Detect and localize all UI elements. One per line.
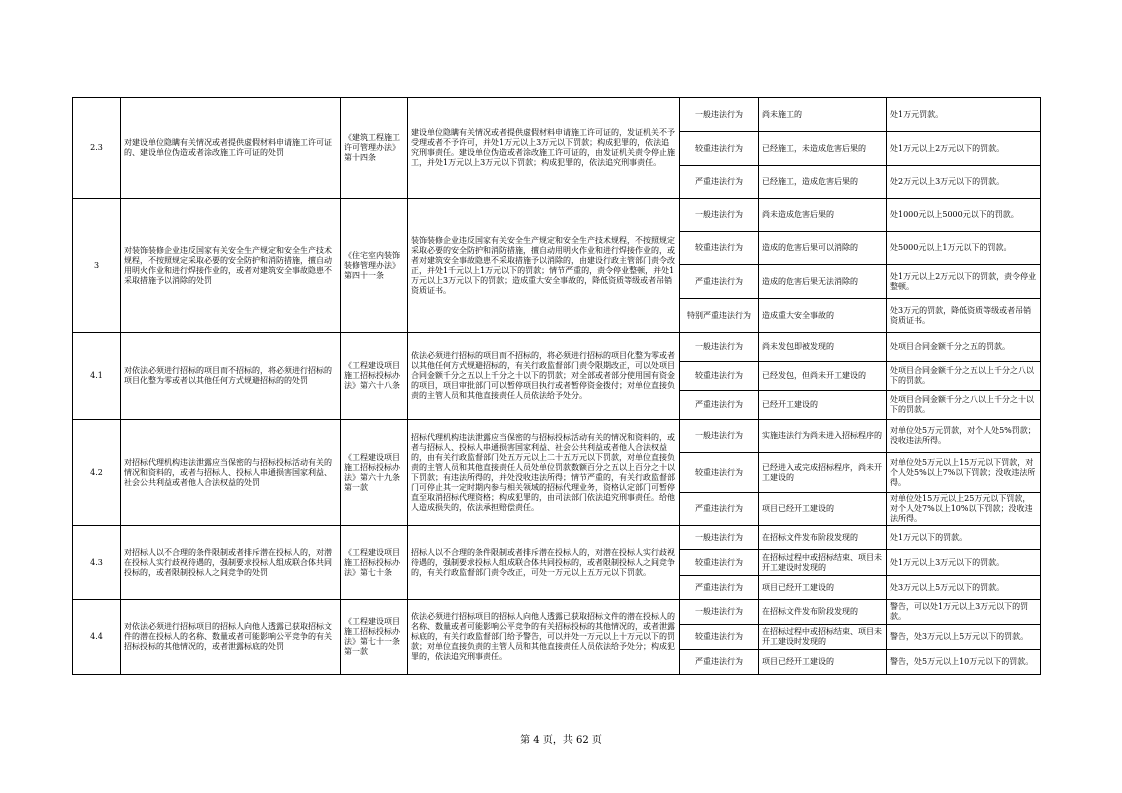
- penalty-standard-cell: 对单位处5万元罚款，对个人处5%罚款；没收违法所得。: [887, 420, 1041, 453]
- penalty-standard-cell: 处3万元的罚款，降低资质等级或者吊销资质证书。: [887, 299, 1041, 333]
- item-number-cell: 4.2: [73, 420, 121, 526]
- legal-provision-cell: 依法必须进行招标项目的招标人向他人透露已获取招标文件的潜在投标人的名称、数量或者可能影响公平竞争的有关招标投标的其他情况的，或者泄露标底的，有关行政监督部门给予警告，可以并处一万元以上十万元以下的罚款；对单位直接负责的主管人员和其他直接责任人员依法给予处分；构成犯罪的，依法追究刑事责任。: [408, 600, 680, 675]
- penalty-standard-cell: 处1万元以下的罚款。: [887, 526, 1041, 550]
- violation-level-cell: 严重违法行为: [680, 166, 759, 199]
- penalty-standard-cell: 警告，可以处1万元以上3万元以下的罚款。: [887, 600, 1041, 625]
- circumstance-cell: 项目已经开工建设的: [759, 650, 887, 675]
- violation-level-cell: 较重违法行为: [680, 453, 759, 493]
- violation-level-cell: 较重违法行为: [680, 625, 759, 650]
- violation-level-cell: 一般违法行为: [680, 420, 759, 453]
- penalty-standard-cell: 处项目合同金额千分之五的罚款。: [887, 333, 1041, 362]
- table-row: [73, 600, 1041, 625]
- circumstance-cell: 已经进入或完成招标程序，尚未开工建设的: [759, 453, 887, 493]
- violation-item-cell: 对招标代理机构违法泄露应当保密的与招标投标活动有关的情况和资料的，或者与招标人、投标人串通损害国家利益、社会公共利益或者他人合法权益的处罚: [121, 420, 341, 526]
- legal-provision-cell: 依法必须进行招标的项目而不招标的，将必须进行招标的项目化整为零或者以其他任何方式规避招标的，有关行政监督部门责令限期改正，可以处项目合同金额千分之五以上千分之十以下的罚款；对全部或者部分使用国有资金的项目，项目审批部门可以暂停项目执行或者暂停资金拨付；对单位直接负责的主管人员和其他直接责任人员依法给予处分。: [408, 333, 680, 420]
- violation-item-cell: 对依法必须进行招标的项目而不招标的，将必须进行招标的项目化整为零或者以其他任何方式规避招标的的处罚: [121, 333, 341, 420]
- item-number-cell: 2.3: [73, 98, 121, 199]
- violation-item-cell: 对装饰装修企业违反国家有关安全生产规定和安全生产技术规程，不按照规定采取必要的安全防护和消防措施，擅自动用明火作业和进行焊接作业的，或者对建筑安全事故隐患不采取措施予以消除的处罚: [121, 199, 341, 333]
- circumstance-cell: 项目已经开工建设的: [759, 576, 887, 600]
- circumstance-cell: 实施违法行为尚未进入招标程序的: [759, 420, 887, 453]
- violation-item-cell: 对依法必须进行招标项目的招标人向他人透露已获取招标文件的潜在投标人的名称、数量或者可能影响公平竞争的有关招标投标的其他情况的，或者泄露标底的处罚: [121, 600, 341, 675]
- penalty-standard-cell: 对单位处5万元以上15万元以下罚款，对个人处5%以上7%以下罚款；没收违法所得。: [887, 453, 1041, 493]
- table-row: [73, 420, 1041, 453]
- violation-level-cell: 严重违法行为: [680, 493, 759, 526]
- penalty-standard-cell: 处5000元以上1万元以下的罚款。: [887, 232, 1041, 265]
- violation-level-cell: 较重违法行为: [680, 132, 759, 166]
- violation-level-cell: 一般违法行为: [680, 333, 759, 362]
- item-number-cell: 4.4: [73, 600, 121, 675]
- violation-level-cell: 较重违法行为: [680, 232, 759, 265]
- penalty-standard-cell: 处1万元以上2万元以下的罚款，责令停业整顿。: [887, 265, 1041, 299]
- table-row: [73, 199, 1041, 232]
- table-row: [73, 526, 1041, 550]
- penalty-standard-cell: 警告，处5万元以上10万元以下的罚款。: [887, 650, 1041, 675]
- circumstance-cell: 在招标文件发布阶段发现的: [759, 600, 887, 625]
- penalty-standard-cell: 警告，处3万元以上5万元以下的罚款。: [887, 625, 1041, 650]
- circumstance-cell: 在招标文件发布阶段发现的: [759, 526, 887, 550]
- penalty-standard-cell: 处3万元以上5万元以下的罚款。: [887, 576, 1041, 600]
- violation-level-cell: 严重违法行为: [680, 576, 759, 600]
- penalty-table: [72, 97, 1041, 675]
- item-number-cell: 4.3: [73, 526, 121, 600]
- circumstance-cell: 项目已经开工建设的: [759, 493, 887, 526]
- legal-basis-cell: 《工程建设项目施工招标投标办法》第六十八条: [341, 333, 408, 420]
- penalty-standard-cell: 处1万元以上3万元以下的罚款。: [887, 550, 1041, 576]
- legal-basis-cell: 《住宅室内装饰装修管理办法》第四十一条: [341, 199, 408, 333]
- legal-basis-cell: 《工程建设项目施工招标投标办法》第七十一条第一款: [341, 600, 408, 675]
- violation-level-cell: 一般违法行为: [680, 98, 759, 132]
- circumstance-cell: 在招标过程中或招标结束、项目未开工建设时发现的: [759, 625, 887, 650]
- circumstance-cell: 在招标过程中或招标结束、项目未开工建设时发现的: [759, 550, 887, 576]
- penalty-standard-cell: 处2万元以上3万元以下的罚款。: [887, 166, 1041, 199]
- item-number-cell: 4.1: [73, 333, 121, 420]
- circumstance-cell: 尚未施工的: [759, 98, 887, 132]
- violation-level-cell: 一般违法行为: [680, 199, 759, 232]
- violation-level-cell: 严重违法行为: [680, 650, 759, 675]
- circumstance-cell: 已经发包，但尚未开工建设的: [759, 362, 887, 391]
- violation-level-cell: 严重违法行为: [680, 391, 759, 420]
- violation-level-cell: 较重违法行为: [680, 550, 759, 576]
- circumstance-cell: 已经施工，造成危害后果的: [759, 166, 887, 199]
- item-number-cell: 3: [73, 199, 121, 333]
- circumstance-cell: 已经施工，未造成危害后果的: [759, 132, 887, 166]
- violation-item-cell: 对招标人以不合理的条件限制或者排斥潜在投标人的，对潜在投标人实行歧视待遇的，强制要求投标人组成联合体共同投标的，或者限制投标人之间竞争的处罚: [121, 526, 341, 600]
- circumstance-cell: 造成的危害后果无法消除的: [759, 265, 887, 299]
- legal-provision-cell: 建设单位隐瞒有关情况或者提供虚假材料申请施工许可证的，发证机关不予受理或者不予许可，并处1万元以上3万元以下罚款；构成犯罪的，依法追究刑事责任。建设单位伪造或者涂改施工许可证的，由发证机关责令停止施工，并处1万元以上3万元以下罚款；构成犯罪的，依法追究刑事责任。: [408, 98, 680, 199]
- penalty-standard-cell: 处1000元以上5000元以下的罚款。: [887, 199, 1041, 232]
- penalty-standard-cell: 处项目合同金额千分之五以上千分之八以下的罚款。: [887, 362, 1041, 391]
- legal-provision-cell: 装饰装修企业违反国家有关安全生产规定和安全生产技术规程，不按照规定采取必要的安全防护和消防措施，擅自动用明火作业和进行焊接作业的，或者对建筑安全事故隐患不采取措施予以消除的，由建设行政主管部门责令改正，并处1千元以上1万元以下的罚款；情节严重的，责令停业整顿，并处1万元以上3万元以下的罚款；造成重大安全事故的，降低资质等级或者吊销资质证书。: [408, 199, 680, 333]
- circumstance-cell: 尚未发包即被发现的: [759, 333, 887, 362]
- table-row: [73, 98, 1041, 132]
- page-footer: 第 4 页，共 62 页: [520, 735, 602, 746]
- circumstance-cell: 造成重大安全事故的: [759, 299, 887, 333]
- violation-level-cell: 一般违法行为: [680, 600, 759, 625]
- penalty-standard-cell: 处1万元以上2万元以下的罚款。: [887, 132, 1041, 166]
- violation-level-cell: 较重违法行为: [680, 362, 759, 391]
- circumstance-cell: 造成的危害后果可以消除的: [759, 232, 887, 265]
- violation-level-cell: 特别严重违法行为: [680, 299, 759, 333]
- circumstance-cell: 尚未造成危害后果的: [759, 199, 887, 232]
- violation-level-cell: 严重违法行为: [680, 265, 759, 299]
- legal-basis-cell: 《建筑工程施工许可管理办法》第十四条: [341, 98, 408, 199]
- penalty-standard-cell: 处1万元罚款。: [887, 98, 1041, 132]
- legal-provision-cell: 招标人以不合理的条件限制或者排斥潜在投标人的，对潜在投标人实行歧视待遇的，强制要求投标人组成联合体共同投标的，或者限制投标人之间竞争的，有关行政监督部门责令改正，可处一万元以上五万元以下罚款。: [408, 526, 680, 600]
- penalty-standard-cell: 处项目合同金额千分之八以上千分之十以下的罚款。: [887, 391, 1041, 420]
- violation-level-cell: 一般违法行为: [680, 526, 759, 550]
- legal-basis-cell: 《工程建设项目施工招标投标办法》第六十九条第一款: [341, 420, 408, 526]
- legal-basis-cell: 《工程建设项目施工招标投标办法》第七十条: [341, 526, 408, 600]
- table-row: [73, 333, 1041, 362]
- circumstance-cell: 已经开工建设的: [759, 391, 887, 420]
- violation-item-cell: 对建设单位隐瞒有关情况或者提供虚假材料申请施工许可证的、建设单位伪造或者涂改施工许可证的处罚: [121, 98, 341, 199]
- legal-provision-cell: 招标代理机构违法泄露应当保密的与招标投标活动有关的情况和资料的，或者与招标人、投标人串通损害国家利益、社会公共利益或者他人合法权益的，由有关行政监督部门处五万元以上二十五万元以下罚款，对单位直接负责的主管人员和其他直接责任人员处单位罚款数额百分之五以上百分之十以下罚款；有违法所得的，并处没收违法所得；情节严重的，有关行政监督部门可停止其一定时期内参与相关领域的招标代理业务，资格认定部门可暂停直至取消招标代理资格；构成犯罪的，由司法部门依法追究刑事责任。给他人造成损失的，依法承担赔偿责任。: [408, 420, 680, 526]
- penalty-standard-cell: 对单位处15万元以上25万元以下罚款，对个人处7%以上10%以下罚款；没收违法所得。: [887, 493, 1041, 526]
